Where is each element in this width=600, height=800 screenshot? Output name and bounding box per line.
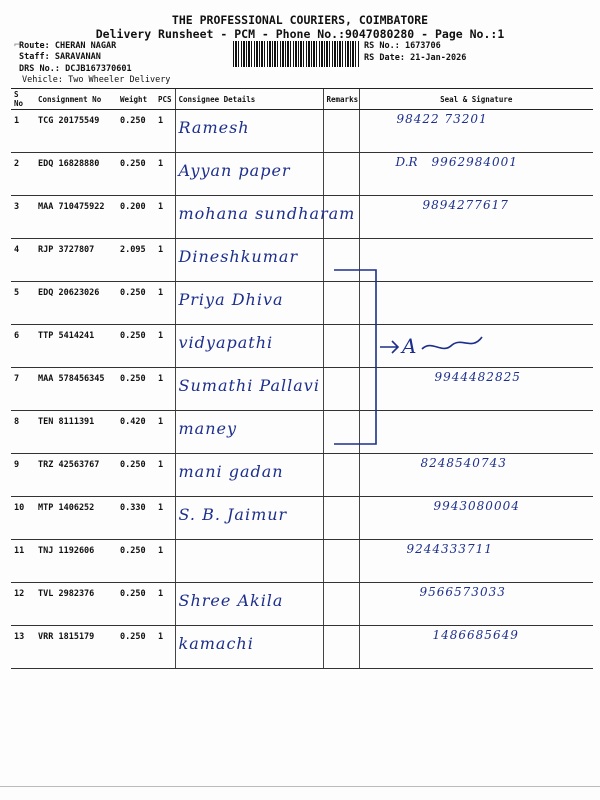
handwritten-consignee-name: Shree Akila xyxy=(178,591,284,610)
row-sno: 8 xyxy=(11,411,35,454)
row-consignment-no: MAA 710475922 xyxy=(35,196,117,239)
row-consignment-no: TCG 20175549 xyxy=(35,110,117,153)
row-consignment-no: TVL 2982376 xyxy=(35,583,117,626)
row-consignee xyxy=(175,239,323,282)
handwritten-phone-number: 8248540743 xyxy=(420,456,507,470)
drs-label: DRS No.: xyxy=(19,64,60,74)
handwritten-consignee-name: Priya Dhiva xyxy=(178,290,284,309)
handwritten-consignee-name: S. B. Jaimur xyxy=(178,505,288,524)
row-weight: 0.250 xyxy=(117,325,155,368)
handwritten-consignee-name: mani gadan xyxy=(178,462,284,481)
table-row xyxy=(11,282,593,325)
runsheet-rows xyxy=(11,110,593,669)
table-row xyxy=(11,497,593,540)
group-mark-letter: A xyxy=(402,334,417,358)
staff-line xyxy=(19,52,101,62)
row-consignment-no: MAA 578456345 xyxy=(35,368,117,411)
row-consignee xyxy=(175,282,323,325)
table-row xyxy=(11,153,593,196)
row-consignment-no: TNJ 1192606 xyxy=(35,540,117,583)
row-consignment-no: TEN 8111391 xyxy=(35,411,117,454)
row-signature xyxy=(359,583,593,626)
table-row xyxy=(11,368,593,411)
handwritten-phone-number: 9944482825 xyxy=(434,370,521,384)
row-weight: 0.250 xyxy=(117,282,155,325)
handwritten-consignee-name: maney xyxy=(178,419,238,438)
row-signature xyxy=(359,239,593,282)
row-signature xyxy=(359,626,593,669)
rs-date-label: RS Date: xyxy=(364,53,405,63)
row-consignment-no: EDQ 20623026 xyxy=(35,282,117,325)
row-weight: 0.250 xyxy=(117,153,155,196)
row-sno: 7 xyxy=(11,368,35,411)
col-header-weight: Weight xyxy=(117,89,155,110)
row-pcs: 1 xyxy=(155,153,175,196)
row-consignee xyxy=(175,411,323,454)
row-signature xyxy=(359,153,593,196)
rs-date-value: 21-Jan-2026 xyxy=(410,53,467,63)
col-header-consignee: Consignee Details xyxy=(175,89,323,110)
handwritten-consignee-name: Dineshkumar xyxy=(178,247,299,266)
table-row xyxy=(11,583,593,626)
row-weight: 0.200 xyxy=(117,196,155,239)
row-consignee xyxy=(175,626,323,669)
col-header-sno: S No xyxy=(11,89,35,110)
table-row xyxy=(11,411,593,454)
rs-date-line xyxy=(364,53,466,63)
row-remarks xyxy=(323,540,359,583)
row-consignment-no: EDQ 16828880 xyxy=(35,153,117,196)
row-consignment-no: TTP 5414241 xyxy=(35,325,117,368)
row-weight: 2.095 xyxy=(117,239,155,282)
row-weight: 0.250 xyxy=(117,110,155,153)
row-pcs: 1 xyxy=(155,282,175,325)
row-weight: 0.330 xyxy=(117,497,155,540)
row-pcs: 1 xyxy=(155,239,175,282)
table-row xyxy=(11,325,593,368)
runsheet-table xyxy=(11,88,593,669)
row-pcs: 1 xyxy=(155,325,175,368)
handwritten-phone-number: 98422 73201 xyxy=(396,112,488,126)
row-signature xyxy=(359,282,593,325)
row-signature xyxy=(359,110,593,153)
col-header-consignment: Consignment No xyxy=(35,89,117,110)
row-signature xyxy=(359,196,593,239)
row-consignee xyxy=(175,196,356,239)
row-pcs: 1 xyxy=(155,454,175,497)
row-consignee xyxy=(175,583,323,626)
col-header-pcs: PCS xyxy=(155,89,175,110)
row-signature xyxy=(359,540,593,583)
handwritten-consignee-name: Ramesh xyxy=(178,118,250,137)
drs-value: DCJB167370601 xyxy=(65,64,132,74)
row-pcs: 1 xyxy=(155,540,175,583)
handwritten-phone-number: 9566573033 xyxy=(419,585,506,599)
table-header-row xyxy=(11,89,593,110)
row-pcs: 1 xyxy=(155,110,175,153)
row-sno: 6 xyxy=(11,325,35,368)
rs-no-value: 1673706 xyxy=(404,41,441,51)
row-sno: 1 xyxy=(11,110,35,153)
handwritten-phone-number: 9943080004 xyxy=(433,499,520,513)
row-weight: 0.420 xyxy=(117,411,155,454)
row-signature xyxy=(359,411,593,454)
route-line xyxy=(19,41,116,51)
table-row xyxy=(11,540,593,583)
row-consignment-no: MTP 1406252 xyxy=(35,497,117,540)
group-signature-mark xyxy=(378,325,498,369)
company-title: THE PROFESSIONAL COURIERS, COIMBATORE xyxy=(171,13,429,27)
row-sno: 13 xyxy=(11,626,35,669)
drs-line xyxy=(19,64,132,74)
table-row xyxy=(11,626,593,669)
row-consignee xyxy=(175,325,323,368)
row-sno: 4 xyxy=(11,239,35,282)
handwritten-consignee-name: Ayyan paper xyxy=(178,161,291,180)
row-weight: 0.250 xyxy=(117,583,155,626)
row-signature xyxy=(359,497,593,540)
route-label: Route: xyxy=(19,41,50,51)
row-consignment-no: RJP 3727807 xyxy=(35,239,117,282)
row-consignee xyxy=(175,368,323,411)
barcode-image xyxy=(233,41,359,67)
row-pcs: 1 xyxy=(155,411,175,454)
row-remarks xyxy=(323,626,359,669)
row-weight: 0.250 xyxy=(117,540,155,583)
group-bracket-mark xyxy=(332,268,382,446)
handwritten-phone-number: 9894277617 xyxy=(422,198,509,212)
runsheet-subtitle: Delivery Runsheet - PCM - Phone No.:9047080280 - Page No.:1 xyxy=(95,27,505,41)
row-consignment-no: TRZ 42563767 xyxy=(35,454,117,497)
handwritten-signature: D.R xyxy=(395,155,418,169)
row-signature xyxy=(359,368,593,411)
row-sno: 12 xyxy=(11,583,35,626)
row-sno: 9 xyxy=(11,454,35,497)
table-row xyxy=(11,454,593,497)
table-row xyxy=(11,110,593,153)
arrow-signature-icon xyxy=(378,325,498,365)
row-weight: 0.250 xyxy=(117,626,155,669)
row-sno: 5 xyxy=(11,282,35,325)
row-remarks xyxy=(323,497,359,540)
col-header-remarks: Remarks xyxy=(323,89,359,110)
staff-value: SARAVANAN xyxy=(54,52,101,62)
row-pcs: 1 xyxy=(155,196,175,239)
row-pcs: 1 xyxy=(155,583,175,626)
col-header-signature: Seal & Signature xyxy=(359,89,593,110)
handwritten-consignee-name: Sumathi Pallavi xyxy=(178,376,320,395)
row-consignee xyxy=(175,153,323,196)
handwritten-consignee-name: mohana sundharam xyxy=(178,204,356,223)
rs-no-label: RS No.: xyxy=(364,41,400,51)
row-remarks xyxy=(323,153,359,196)
row-consignee xyxy=(175,110,323,153)
handwritten-phone-number: 9244333711 xyxy=(406,542,493,556)
handwritten-phone-number: 1486685649 xyxy=(432,628,519,642)
row-pcs: 1 xyxy=(155,368,175,411)
row-remarks xyxy=(323,110,359,153)
row-pcs: 1 xyxy=(155,626,175,669)
row-weight: 0.250 xyxy=(117,454,155,497)
row-consignee xyxy=(175,540,323,583)
staff-label: Staff: xyxy=(19,52,50,62)
row-sno: 3 xyxy=(11,196,35,239)
handwritten-phone-number: 9962984001 xyxy=(431,155,518,169)
row-sno: 2 xyxy=(11,153,35,196)
row-pcs: 1 xyxy=(155,497,175,540)
row-consignee xyxy=(175,497,323,540)
row-weight: 0.250 xyxy=(117,368,155,411)
row-signature xyxy=(359,454,593,497)
route-value: CHERAN NAGAR xyxy=(54,41,117,51)
row-sno: 11 xyxy=(11,540,35,583)
handwritten-consignee-name: vidyapathi xyxy=(178,333,274,352)
vehicle-line xyxy=(22,75,170,85)
row-consignment-no: VRR 1815179 xyxy=(35,626,117,669)
corner-tick-mark: ⌐ xyxy=(14,40,21,51)
table-row xyxy=(11,239,593,282)
table-row xyxy=(11,196,593,239)
handwritten-consignee-name: kamachi xyxy=(178,634,254,653)
row-remarks xyxy=(323,454,359,497)
vehicle-value: Two Wheeler Delivery xyxy=(68,75,171,85)
vehicle-label: Vehicle: xyxy=(22,75,63,85)
row-consignee xyxy=(175,454,323,497)
row-sno: 10 xyxy=(11,497,35,540)
row-remarks xyxy=(323,583,359,626)
rs-no-line xyxy=(364,41,441,51)
scan-edge-marks xyxy=(0,782,600,800)
